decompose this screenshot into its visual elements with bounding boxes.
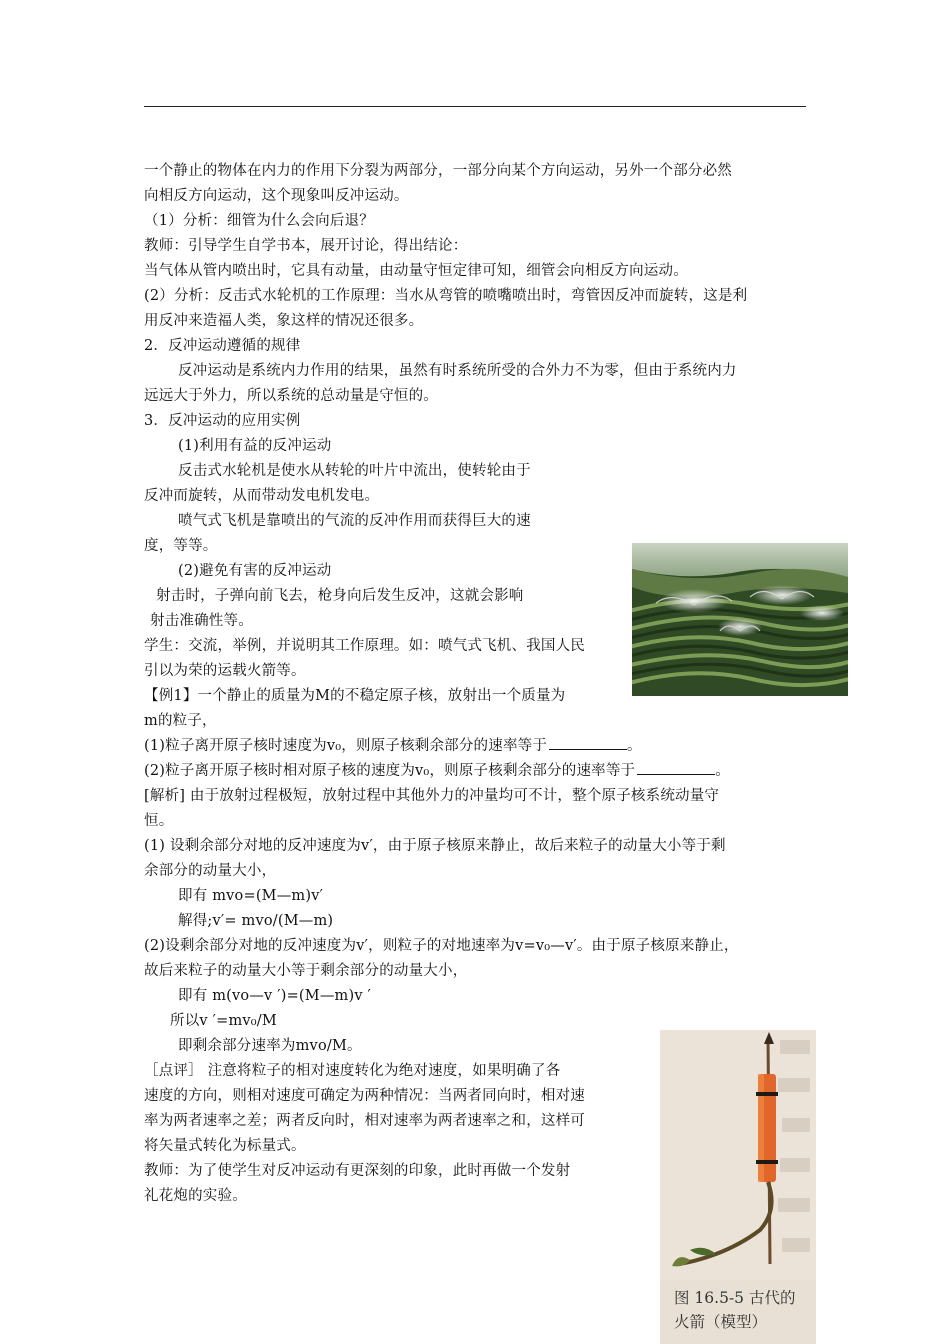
text-line: 礼花炮的实验。	[144, 1188, 247, 1204]
text-line: 当气体从管内喷出时，它具有动量，由动量守恒定律可知，细管会向相反方向运动。	[144, 263, 688, 279]
question-line	[144, 734, 642, 759]
question-end: 。	[627, 738, 642, 754]
text-line: 率为两者速率之差；两者反向时，相对速率为两者速率之和，这样可	[144, 1113, 585, 1129]
section-heading: 3．反冲运动的应用实例	[144, 413, 301, 429]
text-line: 将矢量式转化为标量式。	[144, 1138, 306, 1154]
tea-plantation-sprinkler-photo	[632, 543, 848, 696]
answer-blank	[549, 735, 627, 750]
text-line: (2）分析：反击式水轮机的工作原理：当水从弯管的喷嘴喷出时，弯管因反冲而旋转，这是利	[144, 288, 748, 304]
question-text: (1)粒子离开原子核时速度为v₀，则原子核剩余部分的速率等于	[144, 738, 548, 754]
text-line: 引以为荣的运载火箭等。	[144, 663, 306, 679]
text-line: 故后来粒子的动量大小等于剩余部分的动量大小，	[144, 963, 468, 979]
text-line: 向相反方向运动，这个现象叫反冲运动。	[144, 188, 409, 204]
section-heading: 2．反冲运动遵循的规律	[144, 338, 301, 354]
text-line: 教师：引导学生自学书本，展开讨论，得出结论：	[144, 238, 468, 254]
text-line: 喷气式飞机是靠喷出的气流的反冲作用而获得巨大的速	[178, 513, 531, 529]
rocket-illustration	[660, 1030, 816, 1280]
text-line: (2)设剩余部分对地的反冲速度为v′，则粒子的对地速率为v=v₀—v′。由于原子核原来静止，	[144, 938, 739, 954]
question-text: (2)粒子离开原子核时相对原子核的速度为v₀，则原子核剩余部分的速率等于	[144, 763, 636, 779]
text-line: 学生：交流，举例，并说明其工作原理。如：喷气式飞机、我国人民	[144, 638, 585, 654]
example-heading: 【例1】一个静止的质量为M的不稳定原子核，放射出一个质量为	[144, 688, 566, 704]
plantation-illustration	[632, 543, 848, 696]
text-line: 余部分的动量大小，	[144, 863, 277, 879]
answer-blank	[637, 760, 715, 775]
text-line: 远远大于外力，所以系统的总动量是守恒的。	[144, 388, 438, 404]
text-line: [解析] 由于放射过程极短，放射过程中其他外力的冲量均可不计，整个原子核系统动量守	[144, 788, 720, 804]
figure-caption-line: 火箭（模型）	[674, 1313, 768, 1331]
sub-heading: (1)利用有益的反冲运动	[178, 438, 332, 454]
text-line: ［点评］ 注意将粒子的相对速度转化为绝对速度，如果明确了各	[144, 1063, 561, 1079]
sub-heading: (2)避免有害的反冲运动	[178, 563, 332, 579]
formula-line: 即剩余部分速率为mvo/M。	[178, 1038, 362, 1054]
text-line: 反冲而旋转，从而带动发电机发电。	[144, 488, 380, 504]
text-line: 射击时，子弹向前飞去，枪身向后发生反冲，这就会影响	[156, 588, 524, 604]
text-line: 反冲运动是系统内力作用的结果，虽然有时系统所受的合外力不为零，但由于系统内力	[178, 363, 737, 379]
text-line: 速度的方向，则相对速度可确定为两种情况：当两者同向时，相对速	[144, 1088, 585, 1104]
figure-caption-line: 图 16.5-5 古代的	[674, 1289, 796, 1307]
text-line: 教师：为了使学生对反冲运动有更深刻的印象，此时再做一个发射	[144, 1163, 571, 1179]
text-line: 度，等等。	[144, 538, 218, 554]
text-line: 恒。	[144, 813, 174, 829]
text-line: （1）分析：细管为什么会向后退？	[144, 213, 374, 229]
ancient-rocket-model-photo	[660, 1030, 816, 1344]
formula-line: 所以v ′=mv₀/M	[170, 1013, 277, 1029]
formula-line: 即有 mvo=(M—m)v′	[178, 888, 324, 904]
figure-caption	[674, 1286, 795, 1334]
text-line: 反击式水轮机是使水从转轮的叶片中流出，使转轮由于	[178, 463, 531, 479]
text-line: (1) 设剩余部分对地的反冲速度为v′，由于原子核原来静止，故后来粒子的动量大小等于剩	[144, 838, 726, 854]
question-line	[144, 759, 730, 784]
formula-line: 即有 m(vo—v ′)=(M—m)v ′	[178, 988, 372, 1004]
text-line: 射击准确性等。	[150, 613, 253, 629]
text-line: 一个静止的物体在内力的作用下分裂为两部分，一部分向某个方向运动，另外一个部分必然	[144, 163, 732, 179]
formula-line: 解得;v′= mvo/(M—m)	[178, 913, 334, 929]
question-end: 。	[715, 763, 730, 779]
text-line: m的粒子，	[144, 713, 217, 729]
text-line: 用反冲来造福人类，象这样的情况还很多。	[144, 313, 424, 329]
header-rule	[144, 106, 806, 107]
